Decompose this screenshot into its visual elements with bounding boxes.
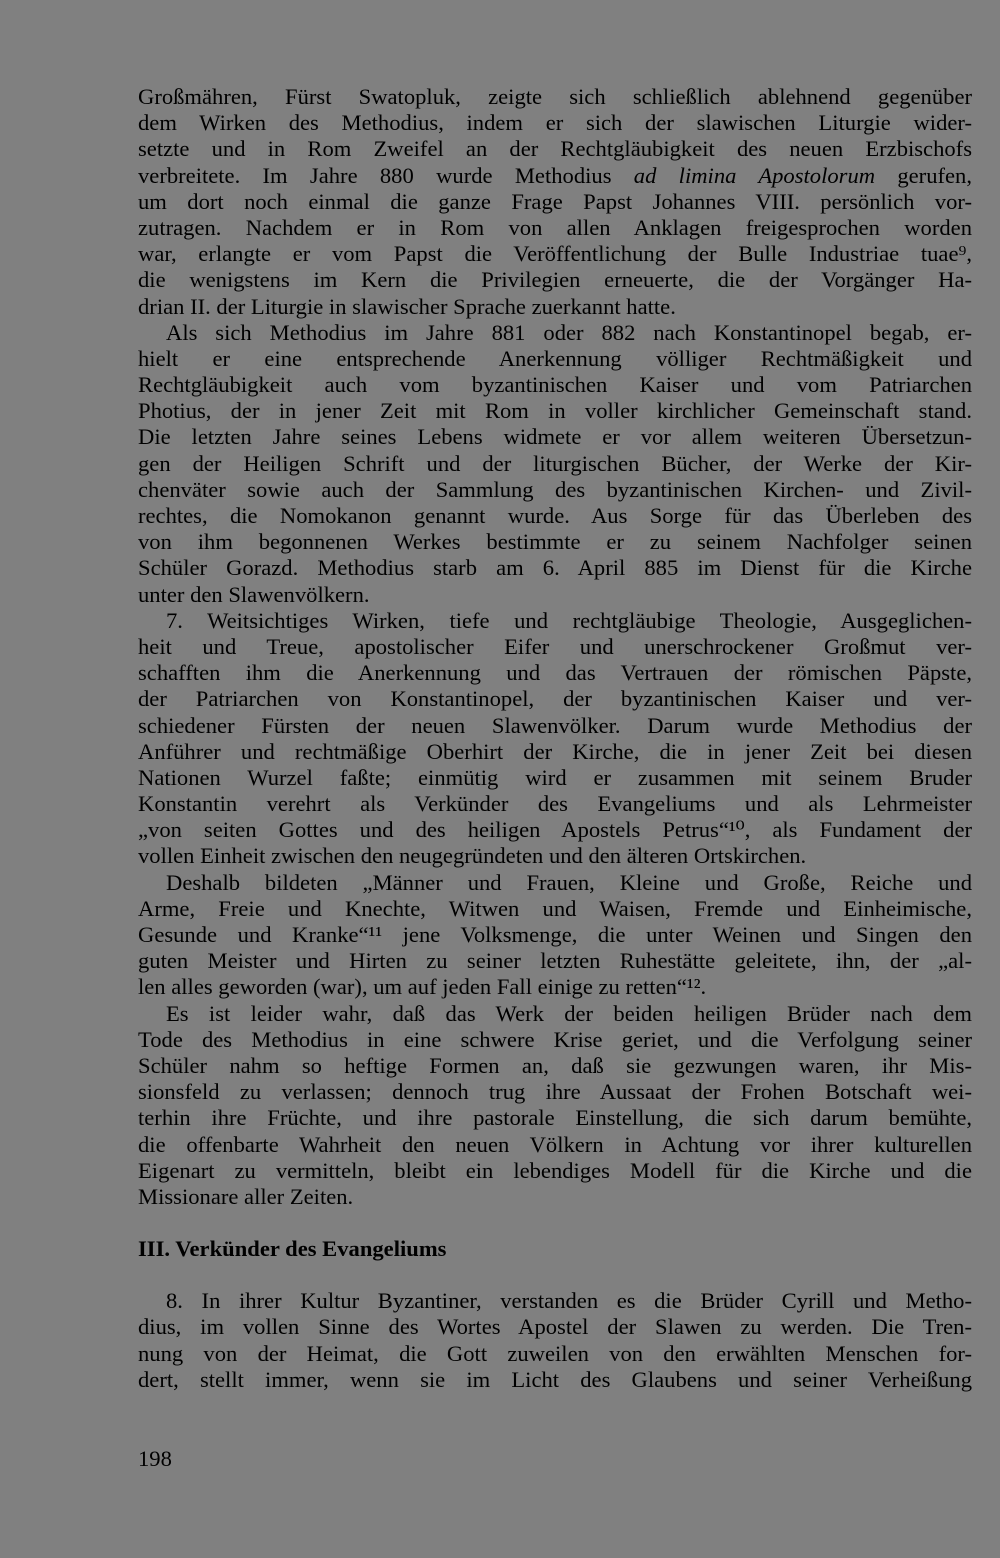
text-line: zutragen. Nachdem er in Rom von allen Anklagen freigesprochen worden	[138, 214, 972, 240]
text-line: dert, stellt immer, wenn sie im Licht des Glaubens und seiner Verheißung	[138, 1366, 972, 1392]
text-line: rechtes, die Nomokanon genannt wurde. Aus Sorge für das Überleben des	[138, 503, 972, 528]
text-line: hielt er eine entsprechende Anerkennung völliger Rechtmäßigkeit und	[138, 345, 972, 371]
text-line: Schüler nahm so heftige Formen an, daß sie gezwungen waren, ihr Mis-	[138, 1052, 972, 1078]
text-line: Schüler Gorazd. Methodius starb am 6. April 885 im Dienst für die Kirche	[138, 555, 972, 581]
text-line: die wenigstens im Kern die Privilegien erneuerte, die der Vorgänger Ha-	[138, 267, 972, 293]
text-line: len alles geworden (war), um auf jeden Fall einige zu retten“¹².	[138, 974, 707, 1000]
text-line: war, erlangte er vom Papst die Veröffentlichung der Bulle Industriae tuae⁹,	[138, 241, 972, 267]
text-line: chenväter sowie auch der Sammlung des byzantinischen Kirchen- und Zivil-	[138, 476, 972, 502]
text-line: die offenbarte Wahrheit den neuen Völkern in Achtung vor ihrer kulturellen	[138, 1131, 972, 1157]
text-line: Als sich Methodius im Jahre 881 oder 882 nach Konstantinopel begab, er-	[166, 319, 972, 345]
text-line: Missionare aller Zeiten.	[138, 1183, 354, 1209]
text-line: Arme, Freie und Knechte, Witwen und Waisen, Fremde und Einheimische,	[138, 895, 972, 921]
text-line: verbreitete. Im Jahre 880 wurde Methodius ad limina Apostolorum gerufen,	[138, 162, 973, 188]
text-line: setzte und in Rom Zweifel an der Rechtgläubigkeit des neuen Erzbischofs	[138, 136, 972, 162]
text-line: gen der Heiligen Schrift und der liturgischen Bücher, der Werke der Kir-	[138, 450, 972, 476]
text-line: unter den Slawenvölkern.	[138, 581, 370, 607]
text-line: schiedener Fürsten der neuen Slawenvölker. Darum wurde Methodius der	[138, 712, 972, 738]
body-text	[138, 84, 972, 1393]
text-line: Tode des Methodius in eine schwere Krise geriet, und die Verfolgung seiner	[138, 1026, 972, 1052]
text-line: Gesunde und Kranke“¹¹ jene Volksmenge, die unter Weinen und Singen den	[138, 922, 972, 947]
paragraphs-after-heading	[138, 1288, 972, 1393]
page-number: 198	[138, 1446, 172, 1471]
text-line: drian II. der Liturgie in slawischer Sprache zuerkannt hatte.	[138, 293, 676, 319]
text-line: heit und Treue, apostolischer Eifer und unerschrockener Großmut ver-	[138, 633, 972, 659]
text-line: Anführer und rechtmäßige Oberhirt der Kirche, die in jener Zeit bei diesen	[138, 738, 972, 764]
text-line: nung von der Heimat, die Gott zuweilen von den erwählten Menschen for-	[138, 1340, 972, 1366]
text-line: Photius, der in jener Zeit mit Rom in voller kirchlicher Gemeinschaft stand.	[138, 398, 972, 424]
text-line: Großmähren, Fürst Swatopluk, zeigte sich schließlich ablehnend gegenüber	[138, 84, 972, 109]
italic-term: ad limina Apostolorum	[633, 162, 876, 188]
text-line: Eigenart zu vermitteln, bleibt ein lebendiges Modell für die Kirche und die	[138, 1157, 972, 1183]
text-line: 7. Weitsichtiges Wirken, tiefe und rechtgläubige Theologie, Ausgeglichen-	[166, 607, 972, 633]
section-heading: III. Verkünder des Evangeliums	[138, 1236, 447, 1262]
text-line: um dort noch einmal die ganze Frage Papst Johannes VIII. persönlich vor-	[138, 188, 972, 214]
text-line: sionsfeld zu verlassen; dennoch trug ihre Aussaat der Frohen Botschaft wei-	[138, 1079, 972, 1105]
text-line: Deshalb bildeten „Männer und Frauen, Kleine und Große, Reiche und	[166, 869, 972, 895]
text-line: schafften ihm die Anerkennung und das Vertrauen der römischen Päpste,	[138, 660, 972, 686]
text-line: guten Meister und Hirten zu seiner letzten Ruhestätte geleitete, ihn, der „al-	[138, 948, 972, 974]
text-line: Konstantin verehrt als Verkünder des Evangeliums und als Lehrmeister	[138, 791, 972, 817]
text-line: Die letzten Jahre seines Lebens widmete er vor allem weiteren Übersetzun-	[138, 424, 972, 450]
text-line: dem Wirken des Methodius, indem er sich der slawischen Liturgie wider-	[138, 110, 972, 136]
text-line: Nationen Wurzel faßte; einmütig wird er zusammen mit seinem Bruder	[138, 764, 972, 790]
text-line: von ihm begonnenen Werkes bestimmte er zu seinem Nachfolger seinen	[138, 529, 972, 555]
text-line: vollen Einheit zwischen den neugegründeten und den älteren Ortskirchen.	[138, 843, 807, 869]
text-line: terhin ihre Früchte, und ihre pastorale Einstellung, die sich darum bemühte,	[138, 1105, 972, 1131]
paragraphs-before-heading	[138, 84, 972, 1210]
text-line: dius, im vollen Sinne des Wortes Apostel der Slawen zu werden. Die Tren-	[138, 1314, 972, 1340]
text-line: 8. In ihrer Kultur Byzantiner, verstanden es die Brüder Cyrill und Metho-	[166, 1288, 972, 1314]
text-line: der Patriarchen von Konstantinopel, der byzantinischen Kaiser und ver-	[138, 686, 972, 712]
text-line: Rechtgläubigkeit auch vom byzantinischen Kaiser und vom Patriarchen	[138, 372, 972, 398]
text-line: „von seiten Gottes und des heiligen Apostels Petrus“¹⁰, als Fundament der	[138, 817, 972, 843]
text-line: Es ist leider wahr, daß das Werk der beiden heiligen Brüder nach dem	[166, 1000, 972, 1026]
